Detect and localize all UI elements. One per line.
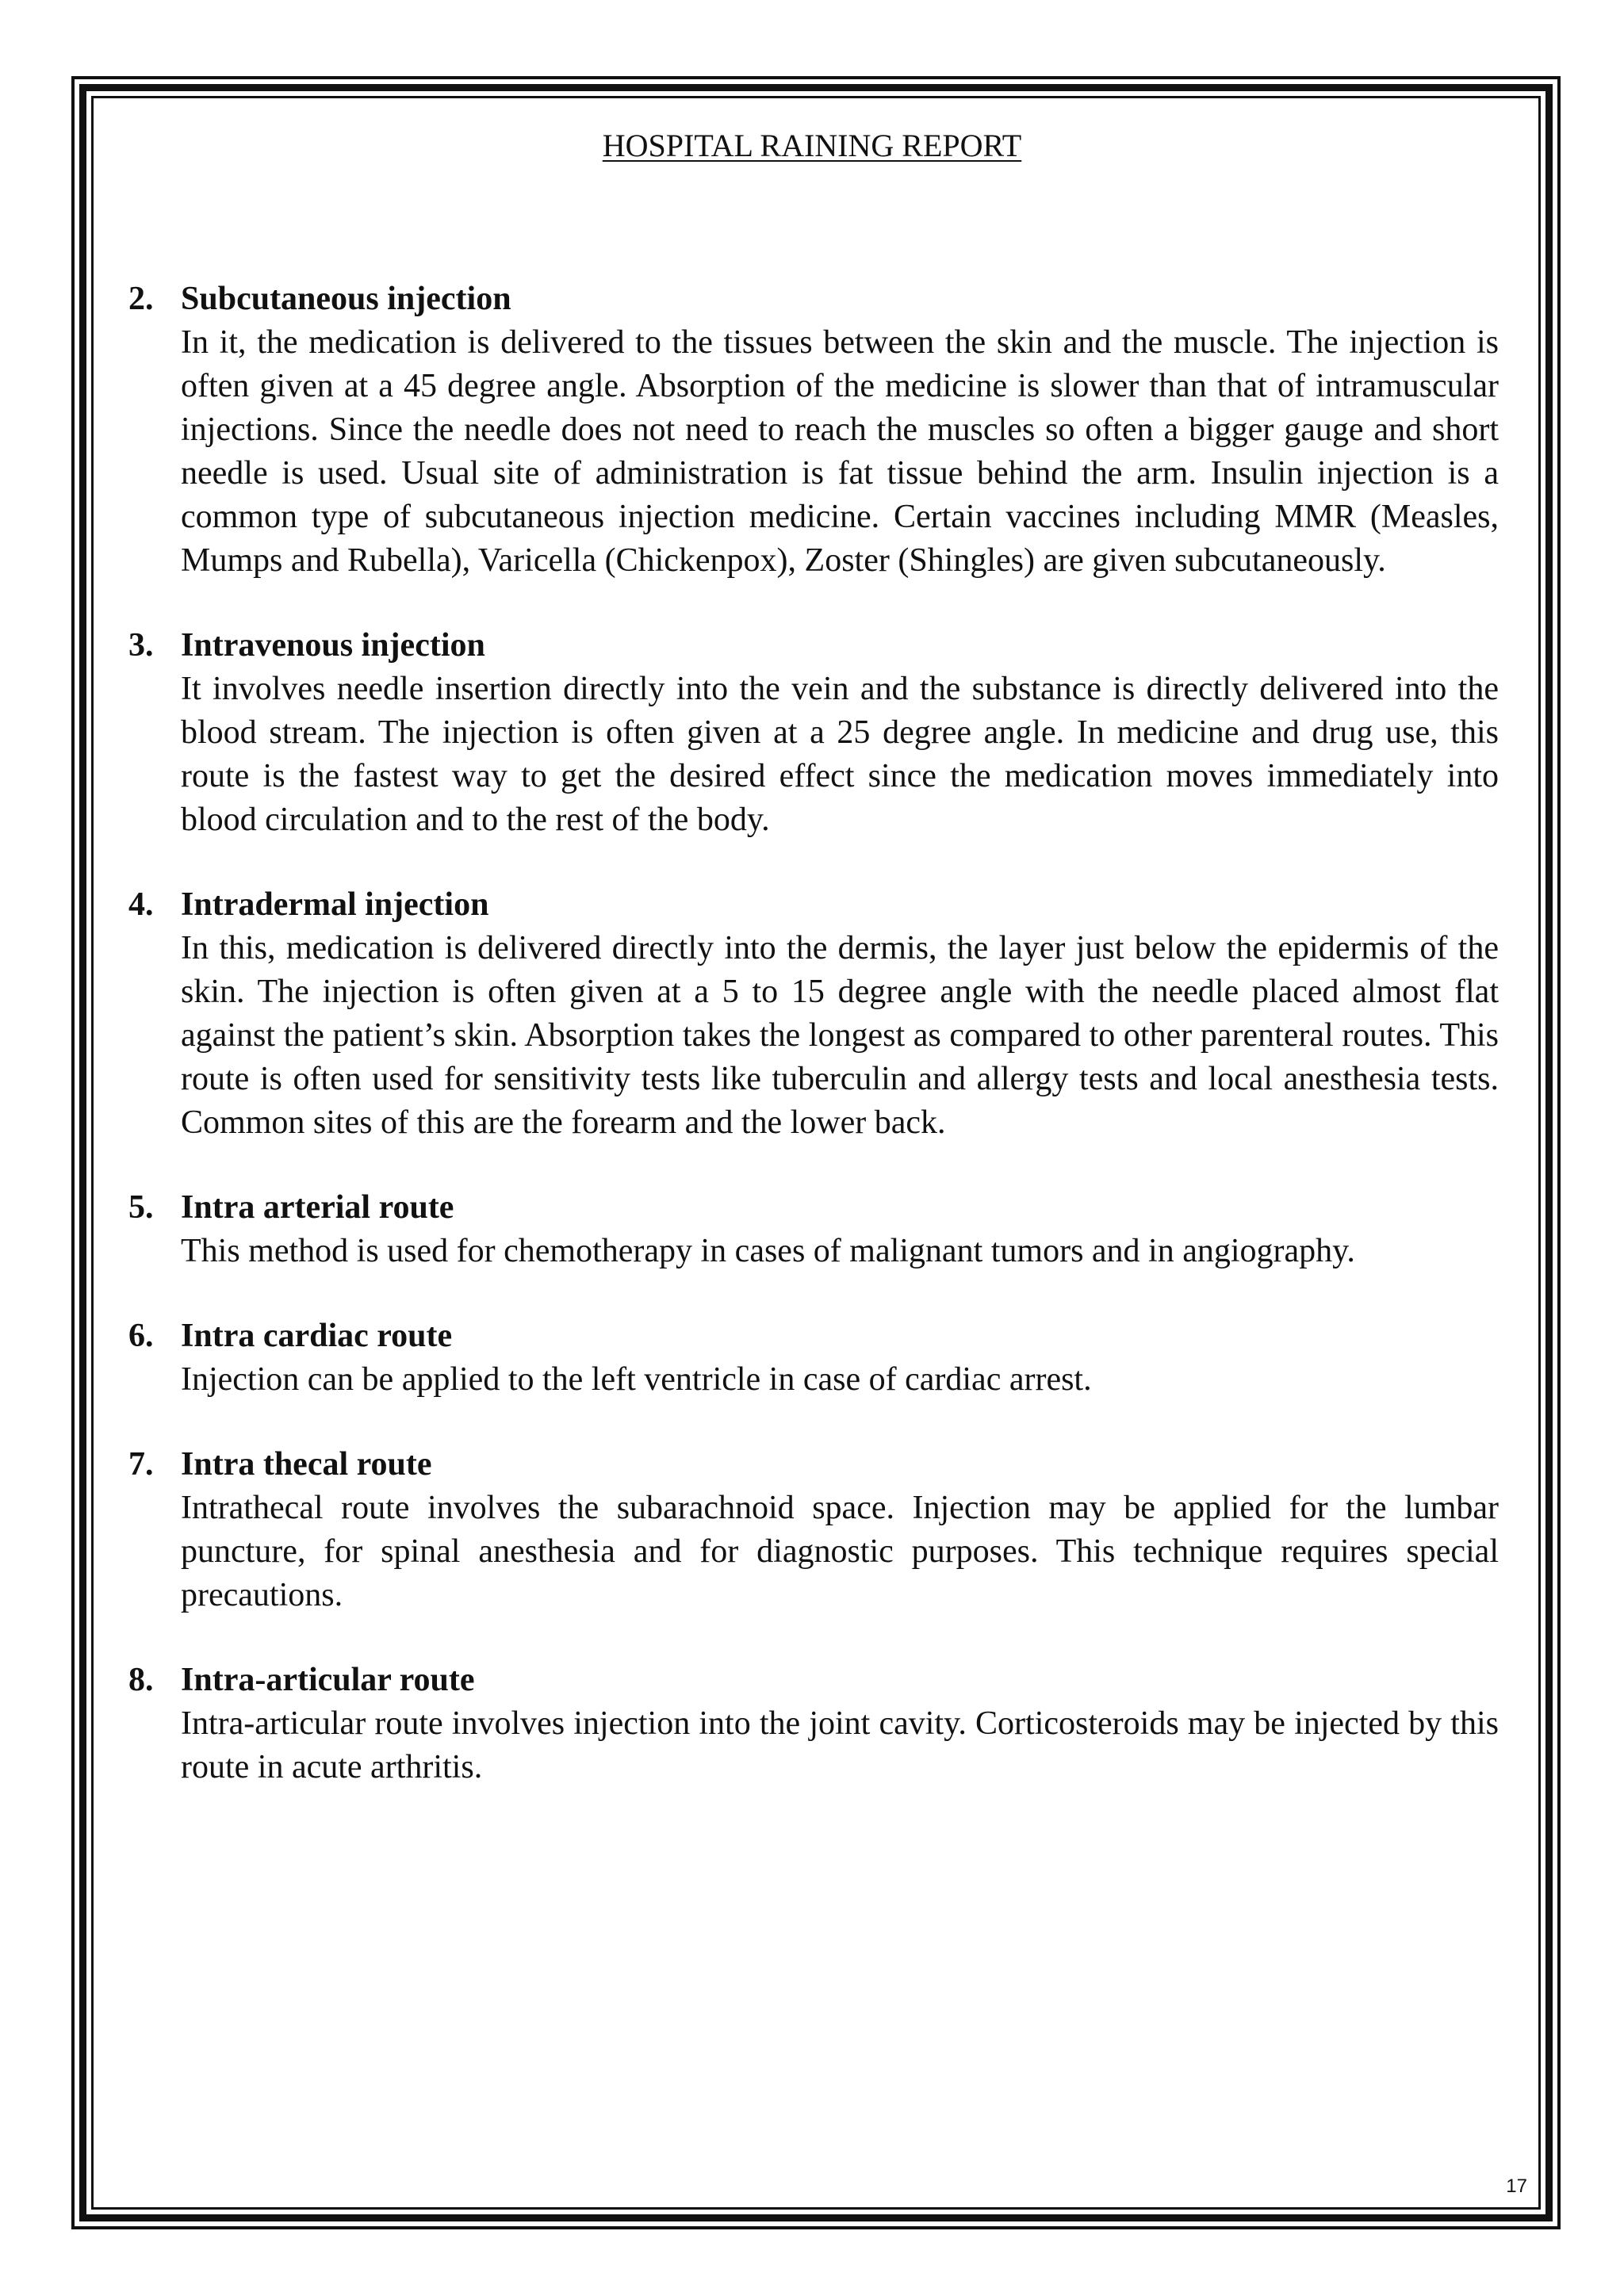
section-number: 2.: [128, 281, 154, 317]
section-heading: Intravenous injection: [181, 627, 485, 664]
section-intra-cardiac-route: [128, 1314, 1499, 1402]
report-header: HOSPITAL RAINING REPORT: [602, 128, 1022, 163]
section-intravenous-injection: [128, 624, 1499, 842]
section-heading: Intra cardiac route: [181, 1318, 453, 1354]
section-body: Intra-articular route involves injection into the joint cavity. Corticosteroids may be injected by this route in acute arthritis.: [181, 1705, 1499, 1785]
section-body: In it, the medication is delivered to the tissues between the skin and the muscle. The injection is often given at a 45 degree angle. Absorption of the medicine is slower than that of intramuscular injections. Since the needle does not need to reach the muscles so often a bigger gauge and short needle is used. Usual site of administration is fat tissue behind the arm. Insulin injection is a common type of subcutaneous injection medicine. Certain vaccines including MMR (Measles, Mumps and Rubella), Varicella (Chickenpox), Zoster (Shingles) are given subcutaneously.: [181, 324, 1499, 579]
section-subcutaneous-injection: [128, 277, 1499, 583]
section-body: Intrathecal route involves the subarachnoid space. Injection may be applied for the lumbar puncture, for spinal anesthesia and for diagnostic purposes. This technique requires special precautions.: [181, 1490, 1499, 1613]
section-number: 3.: [128, 627, 154, 664]
page-number: 17: [1506, 2175, 1527, 2197]
section-intra-thecal-route: [128, 1443, 1499, 1617]
section-number: 6.: [128, 1318, 154, 1354]
section-intra-arterial-route: [128, 1186, 1499, 1273]
section-number: 8.: [128, 1662, 154, 1698]
section-number: 5.: [128, 1189, 154, 1226]
section-heading: Intra thecal route: [181, 1446, 432, 1483]
section-body: It involves needle insertion directly into the vein and the substance is directly delivered into the blood stream. The injection is often given at a 25 degree angle. In medicine and drug use, this route is the fastest way to get the desired effect since the medication moves immediately into blood circulation and to the rest of the body.: [181, 671, 1499, 838]
section-number: 7.: [128, 1446, 154, 1483]
section-heading: Subcutaneous injection: [181, 281, 511, 317]
section-body: Injection can be applied to the left ventricle in case of cardiac arrest.: [181, 1361, 1092, 1398]
section-heading: Intradermal injection: [181, 886, 489, 923]
section-number: 4.: [128, 886, 154, 923]
document-content: [128, 277, 1499, 1831]
section-body: In this, medication is delivered directly into the dermis, the layer just below the epidermis of the skin. The injection is often given at a 5 to 15 degree angle with the needle placed almost flat against the patient’s skin. Absorption takes the longest as compared to other parenteral routes. This route is often used for sensitivity tests like tuberculin and allergy tests and local anesthesia tests. Common sites of this are the forearm and the lower back.: [181, 930, 1499, 1141]
section-intra-articular-route: [128, 1659, 1499, 1789]
section-body: This method is used for chemotherapy in cases of malignant tumors and in angiography.: [181, 1233, 1355, 1269]
section-intradermal-injection: [128, 883, 1499, 1145]
section-heading: Intra-articular route: [181, 1662, 475, 1698]
section-heading: Intra arterial route: [181, 1189, 454, 1226]
